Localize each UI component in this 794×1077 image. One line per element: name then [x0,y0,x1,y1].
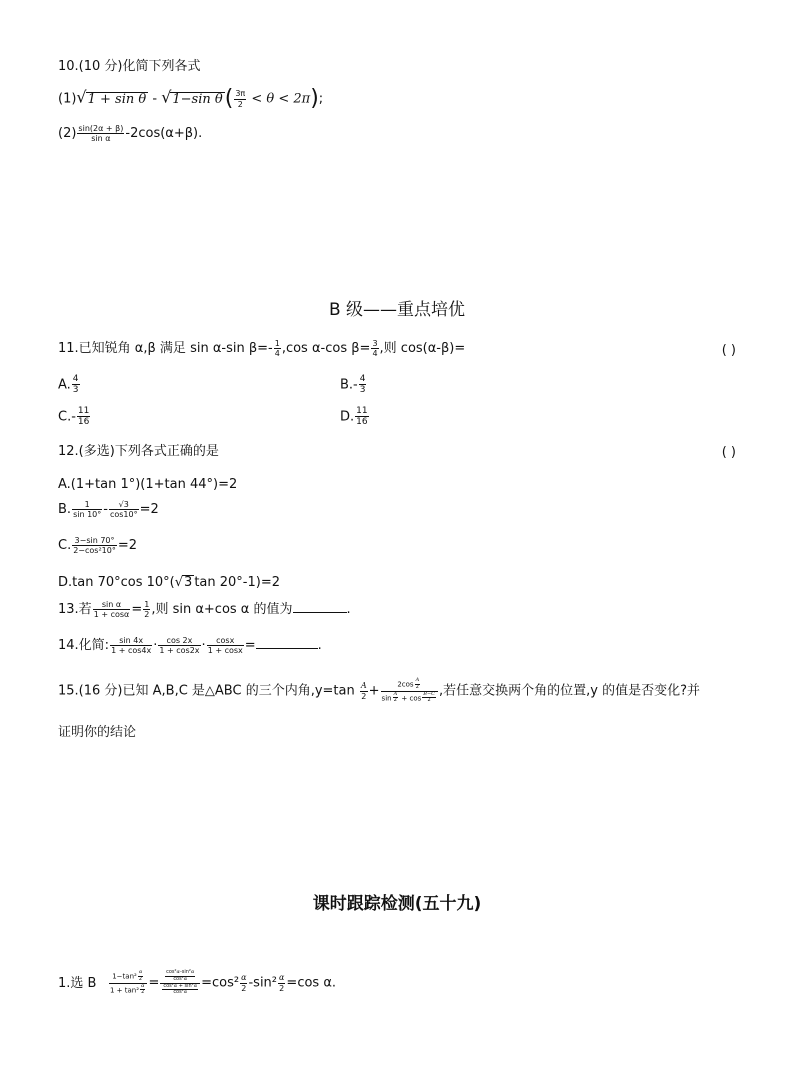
fraction-numerator: A [393,690,398,697]
q15-f2-den-sin: sin [381,693,392,702]
half-angle-fraction [138,970,143,983]
q12-option-b[interactable] [58,500,159,519]
q10-p1-cond-rest: < θ < 2π [247,91,311,107]
fraction-numerator: sin(2α + β) [78,124,124,133]
q10-p2-label: (2) [58,126,77,142]
fraction-denominator: 2 [393,697,397,704]
fraction-denominator [109,984,147,997]
compound-denominator [160,984,200,997]
q11-option-a[interactable] [58,374,81,396]
sqrt-icon: √ [76,87,87,107]
q12-b-fraction-1 [72,500,102,519]
q14-dot1: · [153,638,158,654]
fraction-numerator: 3−sin 70° [72,536,117,546]
q15-fraction-1 [360,681,368,700]
half-angle-fraction [415,678,421,691]
sqrt-icon: √ [174,575,184,590]
q12-option-d[interactable] [58,575,280,589]
q11-option-c[interactable] [58,406,91,428]
q13-eq: = [131,602,143,618]
half-angle-fraction [140,984,145,997]
q15-a: 15.(16 分)已知 A,B,C 是△ABC 的三个内角,y=tan [58,683,359,699]
ans1-n-top: cos² [166,969,177,975]
fraction-numerator: 3π [235,89,246,99]
q14-fraction-2 [158,636,200,655]
q11-option-b[interactable] [340,374,367,396]
answer-1-compound-fraction [160,970,200,996]
q10-title: 10.(10 分)化简下列各式 [58,59,201,74]
fraction-denominator: 4 [372,349,378,359]
fraction-denominator: 1 + cosx [207,646,243,656]
ans1-d-bot: cos² [173,989,184,996]
ans1-den-text: 1 + tan² [110,985,140,994]
section-heading-b: B 级——重点培优 [328,300,466,320]
fraction-numerator: sin 4x [110,636,152,646]
q15-stem [58,678,700,704]
fraction-denominator: cos10° [109,510,138,520]
fraction-numerator [381,678,438,692]
fraction-denominator: sin 10° [73,510,102,520]
fraction-numerator: 1 [274,339,280,348]
ans1-n-bot: cos² [173,975,184,982]
fraction-numerator: 11 [356,406,368,416]
fraction-numerator: α [138,969,143,975]
fraction-denominator: sin α [91,134,111,144]
q12-answer-paren[interactable]: ( ) [721,445,736,460]
fraction-denominator [162,990,198,996]
option-fraction [72,374,80,396]
q10-p2-rest: -2cos(α+β). [125,126,203,142]
option-label: C. [58,538,72,554]
answer-blank[interactable] [256,638,318,649]
fraction-denominator: 16 [77,417,90,428]
q14-dot2: · [201,638,206,654]
answer-blank[interactable] [293,602,347,613]
q14-eq: = [244,638,256,654]
q14-stem [58,636,322,655]
fraction-denominator: 16 [356,417,368,428]
q12-d-a: D.tan 70°cos 10°( [58,575,175,590]
fraction-denominator: 2−cos²10° [73,546,116,556]
period: . [346,602,351,618]
q10-p2-fraction [77,124,124,143]
ans1-n-top-a: α [176,969,180,975]
option-label: A. [58,377,71,393]
fraction-denominator: 2 [415,683,419,690]
fraction-numerator: sin α [93,600,131,610]
ans1-rest-b: -sin² [248,975,278,991]
q15-f2-den-cos: + cos [399,693,422,702]
q10-p1-minus: - [148,91,162,107]
ans1-num-text: 1−tan² [112,972,137,981]
q10-part1 [58,88,323,110]
fraction-denominator: 2 [427,697,431,704]
fraction-denominator: 2 [138,975,143,982]
q15-plus: + [368,683,380,699]
option-label: D. [340,409,355,425]
q13-a: 13.若 [58,602,92,618]
fraction-denominator: 2 [241,983,247,993]
fraction-denominator: 3 [359,385,366,396]
q11-fraction-1 [274,339,281,358]
sqrt-icon: √ [161,87,172,107]
fraction-numerator: 4 [72,374,79,384]
answer-1-fraction-1 [109,970,147,996]
fraction-numerator: α [279,973,285,983]
fraction-numerator: B−C [423,690,435,697]
answer-1-label: 1.选 B [58,975,97,991]
answer-section-title: 课时跟踪检测(五十九) [312,894,482,914]
q14-a: 14.化简: [58,638,110,654]
option-label: B.- [340,377,358,393]
q11-answer-paren[interactable]: ( ) [721,343,736,358]
q12-d-radicand: 3 [184,575,193,590]
q13-fraction-2 [143,600,150,619]
fraction-numerator [109,970,147,984]
q13-fraction-1 [93,600,131,619]
inner-fraction [162,984,198,997]
fraction-denominator: 2 [279,983,285,993]
q12-b-minus: - [103,502,108,518]
option-fraction [359,374,367,396]
fraction-numerator: cosx [207,636,244,646]
fraction-denominator: 1 + cos2x [159,646,200,656]
fraction-numerator: 1 [72,500,102,510]
ans1-n-top2: -sin² [179,969,191,975]
q12-stem: 12.(多选)下列各式正确的是 [58,444,219,459]
q10-p1-label: (1) [58,91,77,107]
option-fraction [355,406,368,428]
q12-d-b: tan 20°-1)=2 [194,575,281,590]
fraction-denominator: 2 [361,691,367,701]
fraction-numerator: 1 [144,600,150,609]
fraction-numerator: α [241,973,247,983]
ans1-rest-a: =cos² [201,975,240,991]
fraction-denominator: 3 [72,385,79,396]
ans1-n-bot-a: α [183,975,188,982]
q11-option-d[interactable] [340,406,370,428]
ans1-d-top-a2: α [193,982,198,989]
fraction-numerator: √3 [109,500,139,510]
q14-fraction-1 [110,636,152,655]
q12-c-rest: =2 [117,538,138,554]
ans1-rest-c: =cos α. [286,975,337,991]
half-angle-fraction [278,973,285,992]
fraction-denominator: 2 [144,610,150,620]
q15-fraction-2 [381,678,438,704]
fraction-denominator: 2 [141,989,145,996]
ans1-eq1: = [148,975,160,991]
q11-stem [58,339,465,358]
option-label: B. [58,502,72,518]
ans1-d-bot-a: α [183,989,188,996]
q10-p1-radicand2: 1−sin θ [172,91,223,107]
fraction-numerator: A [415,677,420,683]
ans1-d-top-a: α [173,982,178,989]
fraction-denominator: 1 + cosα [93,610,130,620]
ans1-n-top-a2: α [190,969,195,975]
q10-part2 [58,124,202,143]
fraction-denominator: 4 [274,349,280,359]
q15-b: ,若任意交换两个角的位置,y 的值是否变化?并 [439,683,700,699]
q13-stem [58,600,351,619]
q14-fraction-3 [207,636,244,655]
fraction-numerator: α [141,982,145,989]
left-paren: ( [224,86,234,111]
fraction-denominator: 2 [237,99,243,109]
half-angle-fraction [393,692,399,705]
right-paren: ) [310,86,319,111]
compound-numerator [160,970,200,984]
fraction-numerator: A [360,681,367,691]
ans1-d-top2: + sin² [177,982,194,989]
ans1-d-top: cos² [163,982,174,989]
q15-continuation: 证明你的结论 [58,725,137,740]
q11-stem-b: ,cos α-cos β= [281,341,371,357]
q11-fraction-2 [371,339,378,358]
option-fraction [77,406,90,428]
option-label: C.- [58,409,76,425]
fraction-numerator: 3 [372,339,378,348]
q15-f2-num-text: 2cos [397,680,414,689]
fraction-numerator: cos 2x [158,636,200,646]
q13-b: ,则 sin α+cos α 的值为 [151,602,293,618]
fraction-numerator: 4 [359,374,366,384]
q12-option-a[interactable]: A.(1+tan 1°)(1+tan 44°)=2 [58,477,238,492]
fraction-denominator: 1 + cos4x [111,646,152,656]
q12-b-fraction-2 [109,500,139,519]
period: . [317,638,322,654]
half-angle-fraction [240,973,247,992]
half-angle-fraction [422,692,436,705]
q12-c-fraction [72,536,117,555]
q11-stem-c: ,则 cos(α-β)= [379,341,466,357]
fraction-numerator: 11 [77,406,90,416]
q10-p1-end: ; [318,91,324,107]
fraction-denominator [381,692,438,705]
answer-1 [58,970,336,996]
inner-fraction [165,970,195,983]
q10-p1-radicand1: 1 + sin θ [87,91,147,107]
q10-p1-cond-fraction [234,89,246,108]
q12-option-c[interactable] [58,536,137,555]
q12-b-rest: =2 [139,502,159,518]
q11-stem-a: 11.已知锐角 α,β 满足 sin α-sin β=- [58,341,273,357]
